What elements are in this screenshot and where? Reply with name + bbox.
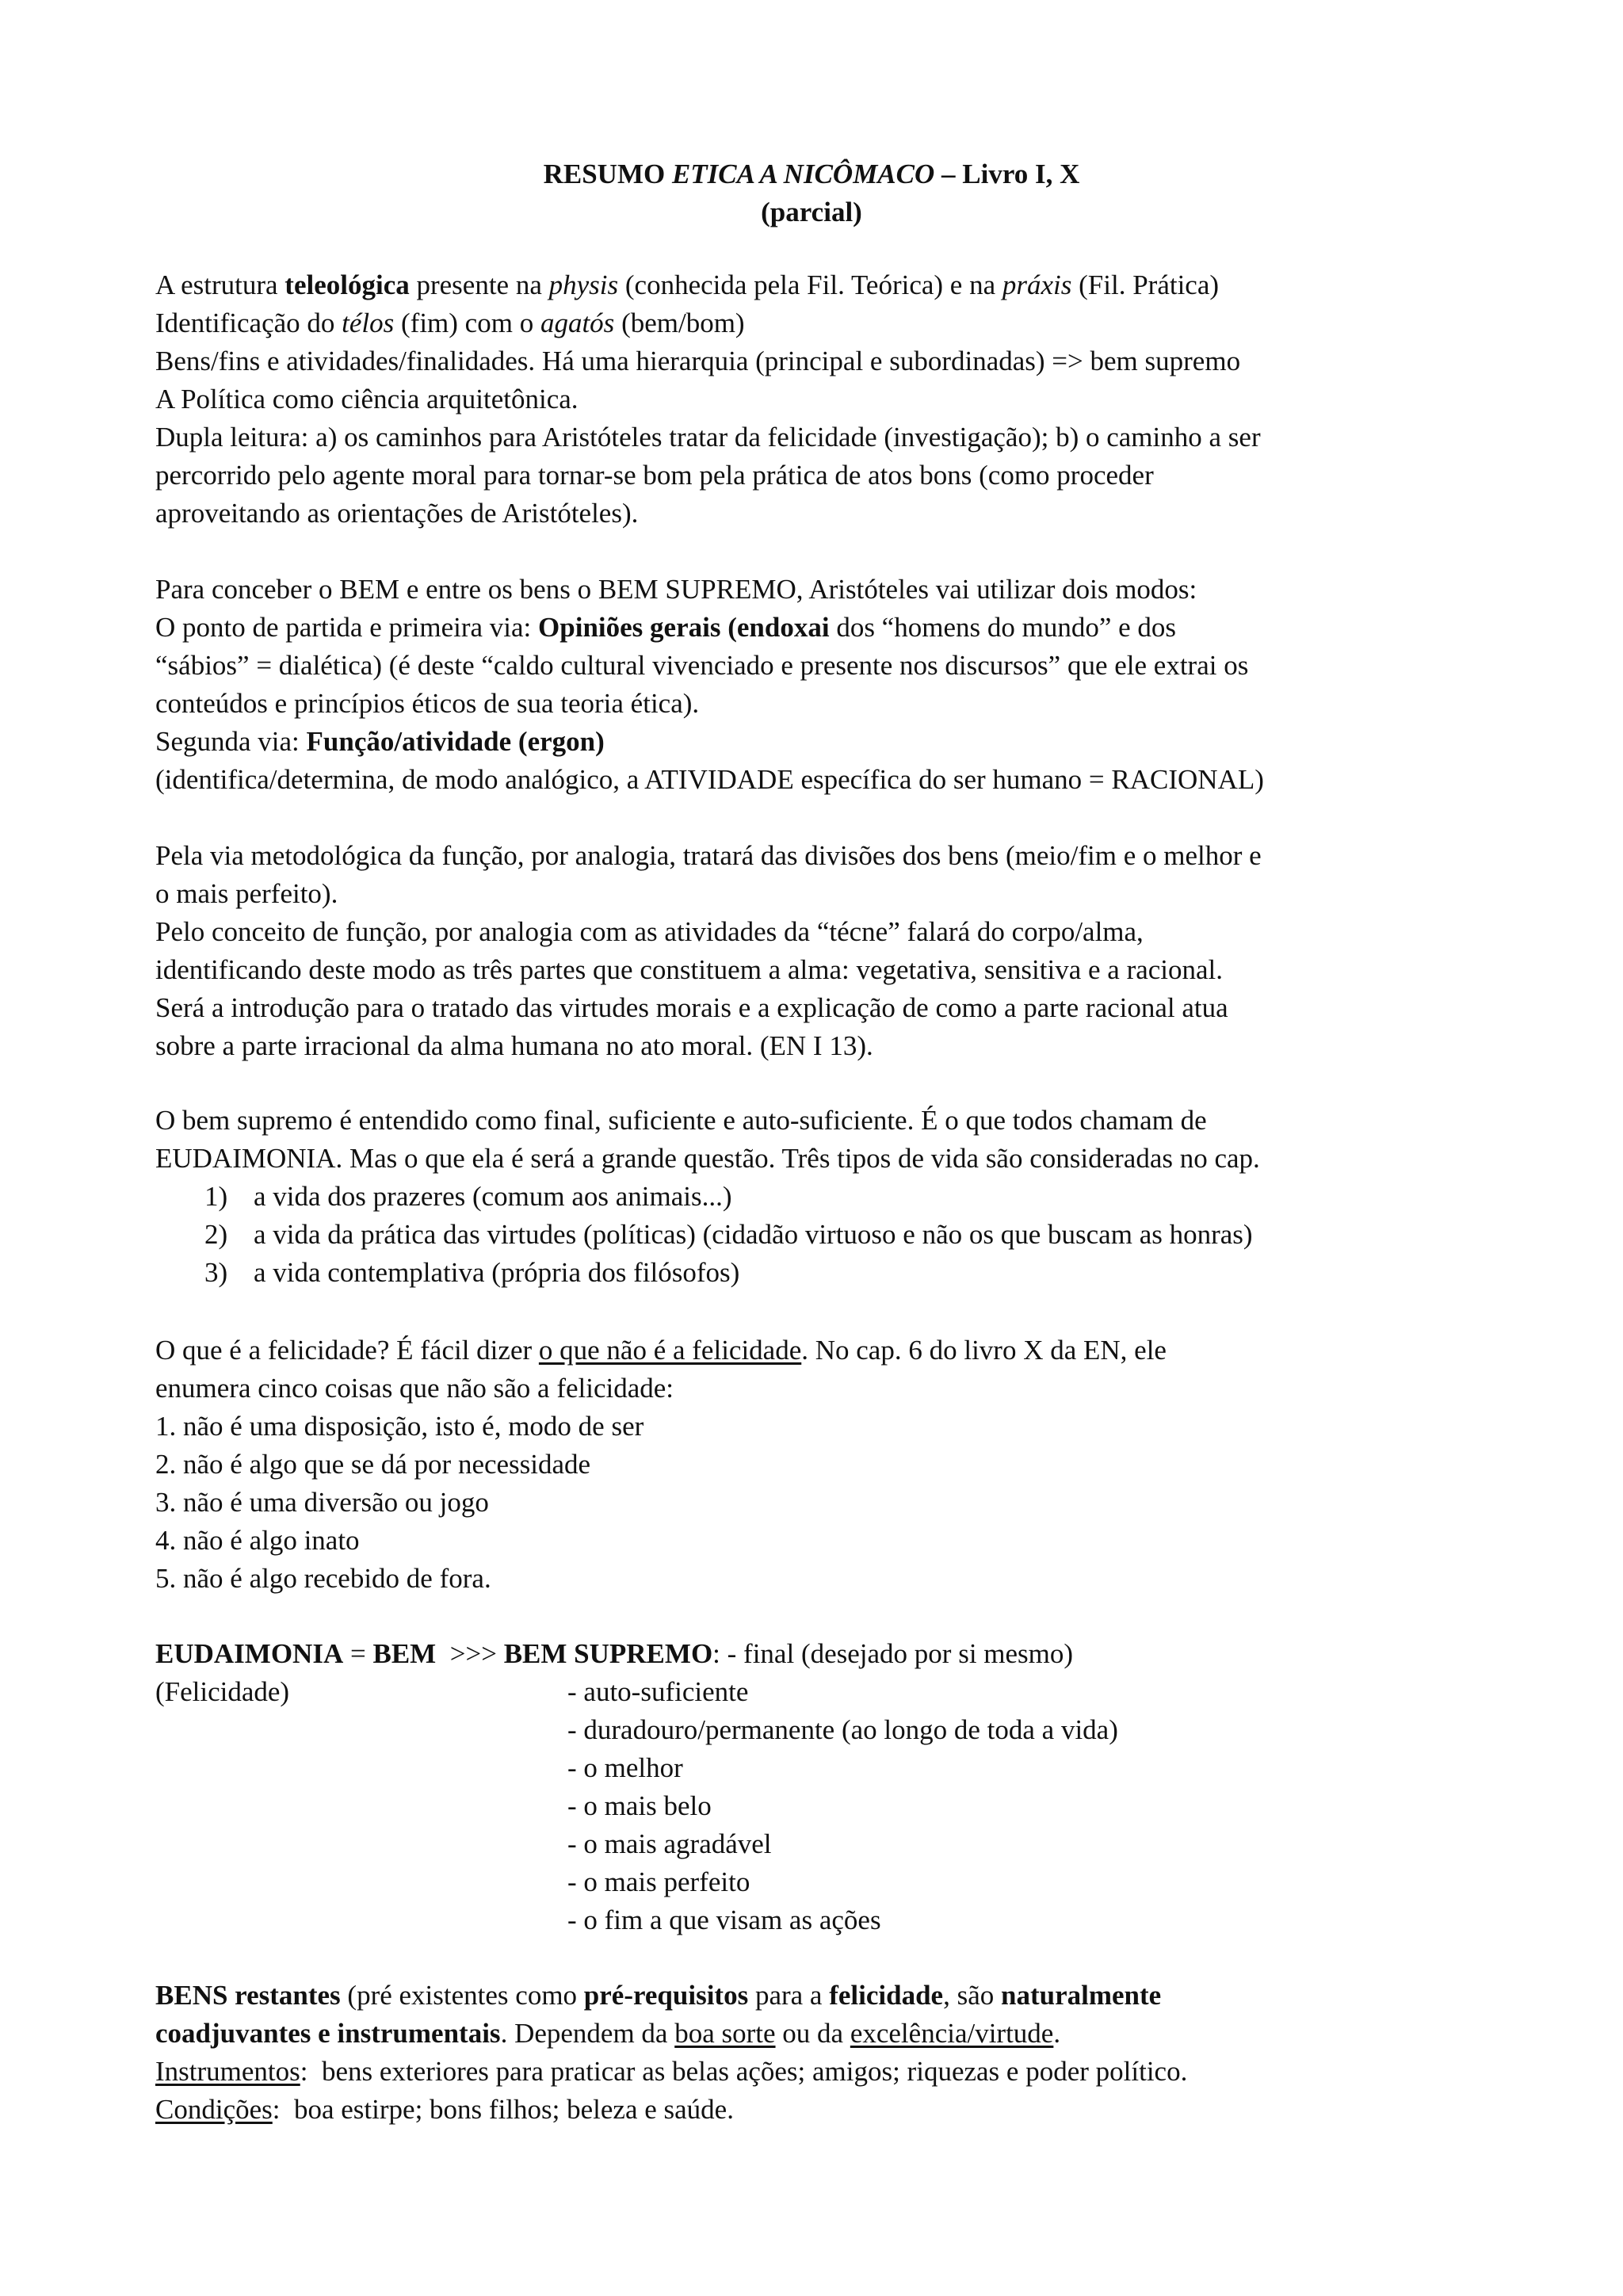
lives-list — [155, 1178, 1487, 1292]
underlined-text: excelência/virtude — [850, 2018, 1054, 2049]
intro-line-1 — [155, 266, 1487, 304]
underlined-text: boa sorte — [674, 2018, 776, 2049]
text: A estrutura — [155, 269, 285, 300]
modes-line-5 — [155, 723, 1487, 761]
list-item: 1. não é uma disposição, isto é, modo de ser — [155, 1411, 644, 1442]
function-line-4: identificando deste modo as três partes que constituem a alma: vegetativa, sensitiva e a racional. — [155, 954, 1224, 985]
scheme-row — [155, 1863, 1487, 1901]
bold-text: naturalmente — [1001, 1980, 1162, 2011]
bold-text: teleológica — [285, 269, 410, 300]
goods-line-2 — [155, 2015, 1487, 2053]
text: Segunda via: — [155, 726, 307, 757]
supreme-good-paragraph — [155, 1102, 1487, 1292]
text: . No cap. 6 do livro X da EN, ele — [801, 1335, 1167, 1366]
underlined-text: Instrumentos — [155, 2056, 300, 2087]
supreme-line-1: O bem supremo é entendido como final, suficiente e auto-suficiente. É o que todos chamam de — [155, 1105, 1207, 1136]
modes-paragraph — [155, 571, 1487, 799]
list-text: a vida dos prazeres (comum aos animais...) — [254, 1181, 732, 1212]
scheme-attribute: - o mais agradável — [567, 1828, 772, 1859]
list-item — [155, 1254, 1487, 1292]
bold-text: Função/atividade (ergon) — [306, 726, 605, 757]
text: dos “homens do mundo” e dos — [829, 612, 1177, 643]
scheme-attribute: - o mais perfeito — [567, 1866, 750, 1897]
text: (bem/bom) — [614, 308, 745, 338]
list-number: 1) — [204, 1181, 228, 1212]
scheme-left-label: (Felicidade) — [155, 1676, 290, 1707]
italic-text: agatós — [540, 308, 615, 338]
modes-line-2 — [155, 609, 1487, 647]
text: O que é a felicidade? É fácil dizer — [155, 1335, 539, 1366]
supreme-line-2: EUDAIMONIA. Mas o que ela é será a grande questão. Três tipos de vida são consideradas no cap. — [155, 1143, 1260, 1174]
list-number: 3) — [204, 1257, 228, 1288]
scheme-row — [155, 1901, 1487, 1939]
function-line-2: o mais perfeito). — [155, 878, 338, 909]
text: ou da — [775, 2018, 850, 2049]
scheme-attribute: - duradouro/permanente (ao longo de toda a vida) — [567, 1714, 1118, 1745]
text: : - final (desejado por si mesmo) — [712, 1638, 1074, 1669]
intro-paragraph — [155, 266, 1487, 533]
intro-line-2 — [155, 304, 1487, 342]
text: : boa estirpe; bons filhos; beleza e saúde. — [272, 2094, 734, 2125]
function-paragraph — [155, 837, 1487, 1065]
scheme-head — [155, 1635, 1073, 1673]
scheme-head-row — [155, 1635, 1487, 1673]
bold-text: coadjuvantes e instrumentais — [155, 2018, 501, 2049]
page-subtitle: (parcial) — [761, 197, 862, 227]
title-text-end: – Livro I, X — [934, 159, 1080, 189]
title-italic-text: ETICA A NICÔMACO — [671, 159, 935, 189]
text: . — [1053, 2018, 1061, 2049]
list-item — [155, 1178, 1487, 1216]
bold-text: BEM — [372, 1638, 437, 1669]
text: (Fil. Prática) — [1071, 269, 1220, 300]
goods-line-1 — [155, 1977, 1487, 2015]
text: (pré existentes como — [340, 1980, 584, 2011]
scheme-attribute: - o fim a que visam as ações — [567, 1904, 881, 1935]
list-item: 4. não é algo inato — [155, 1525, 360, 1556]
list-number: 2) — [204, 1219, 228, 1250]
underlined-text: Condições — [155, 2094, 273, 2125]
text: , são — [943, 1980, 1001, 2011]
goods-line-4 — [155, 2091, 1487, 2129]
list-item — [155, 1216, 1487, 1254]
intro-line-4: A Política como ciência arquitetônica. — [155, 384, 579, 415]
bold-text: felicidade — [829, 1980, 944, 2011]
text: presente na — [409, 269, 549, 300]
text: (conhecida pela Fil. Teórica) e na — [618, 269, 1002, 300]
function-line-6: sobre a parte irracional da alma humana no ato moral. (EN I 13). — [155, 1030, 873, 1061]
modes-line-1: Para conceber o BEM e entre os bens o BEM SUPREMO, Aristóteles vai utilizar dois modos: — [155, 574, 1197, 605]
scheme-attribute: - auto-suficiente — [567, 1676, 749, 1707]
bold-text: BEM SUPREMO — [503, 1638, 713, 1669]
modes-line-3: “sábios” = dialética) (é deste “caldo cultural vivenciado e presente nos discursos” que ele extrai os — [155, 650, 1249, 681]
scheme-row — [155, 1749, 1487, 1787]
text: : bens exteriores para praticar as belas ações; amigos; riquezas e poder político. — [300, 2056, 1188, 2087]
goods-paragraph — [155, 1977, 1487, 2129]
intro-line-3: Bens/fins e atividades/finalidades. Há uma hierarquia (principal e subordinadas) => bem supremo — [155, 346, 1241, 376]
happiness-paragraph — [155, 1331, 1487, 1598]
eudaimonia-scheme — [155, 1635, 1487, 1939]
happiness-line-2: enumera cinco coisas que não são a felicidade: — [155, 1373, 674, 1404]
goods-line-3 — [155, 2053, 1487, 2091]
intro-line-7: aproveitando as orientações de Aristóteles). — [155, 498, 639, 529]
function-line-1: Pela via metodológica da função, por analogia, tratará das divisões dos bens (meio/fim e o melhor e — [155, 840, 1262, 871]
text: . Dependem da — [500, 2018, 675, 2049]
scheme-attribute: - o mais belo — [567, 1790, 712, 1821]
text: para a — [748, 1980, 830, 2011]
scheme-row — [155, 1673, 1487, 1711]
modes-line-4: conteúdos e princípios éticos de sua teoria ética). — [155, 688, 700, 719]
bold-text: Opiniões gerais (endoxai — [538, 612, 830, 643]
bold-text: pré-requisitos — [583, 1980, 749, 2011]
italic-text: physis — [548, 269, 619, 300]
list-item: 2. não é algo que se dá por necessidade — [155, 1449, 591, 1480]
intro-line-5: Dupla leitura: a) os caminhos para Aristóteles tratar da felicidade (investigação); b) o caminho a ser — [155, 422, 1261, 453]
bold-text: EUDAIMONIA — [155, 1638, 344, 1669]
title-text: RESUMO — [543, 159, 672, 189]
italic-text: télos — [342, 308, 395, 338]
scheme-row — [155, 1787, 1487, 1825]
text: = — [343, 1638, 373, 1669]
function-line-3: Pelo conceito de função, por analogia com as atividades da “técne” falará do corpo/alma, — [155, 916, 1144, 947]
modes-line-6: (identifica/determina, de modo analógico, a ATIVIDADE específica do ser humano = RACIONAL) — [155, 764, 1264, 795]
function-line-5: Será a introdução para o tratado das virtudes morais e a explicação de como a parte racional atua — [155, 992, 1228, 1023]
text: Identificação do — [155, 308, 342, 338]
bold-text: BENS restantes — [155, 1980, 341, 2011]
list-text: a vida contemplativa (própria dos filósofos) — [254, 1257, 740, 1288]
italic-text: práxis — [1002, 269, 1072, 300]
underlined-text: o que não é a felicidade — [538, 1335, 802, 1366]
scheme-attribute: - o melhor — [567, 1752, 683, 1783]
happiness-line-1 — [155, 1331, 1487, 1370]
scheme-row — [155, 1825, 1487, 1863]
intro-line-6: percorrido pelo agente moral para tornar-se bom pela prática de atos bons (como proceder — [155, 460, 1154, 491]
list-item: 3. não é uma diversão ou jogo — [155, 1487, 489, 1518]
list-text: a vida da prática das virtudes (políticas) (cidadão virtuoso e não os que buscam as honras) — [254, 1219, 1253, 1250]
text: >>> — [436, 1638, 504, 1669]
list-item: 5. não é algo recebido de fora. — [155, 1563, 491, 1594]
text: O ponto de partida e primeira via: — [155, 612, 539, 643]
text: (fim) com o — [394, 308, 540, 338]
scheme-row — [155, 1711, 1487, 1749]
page-title — [0, 155, 1623, 193]
